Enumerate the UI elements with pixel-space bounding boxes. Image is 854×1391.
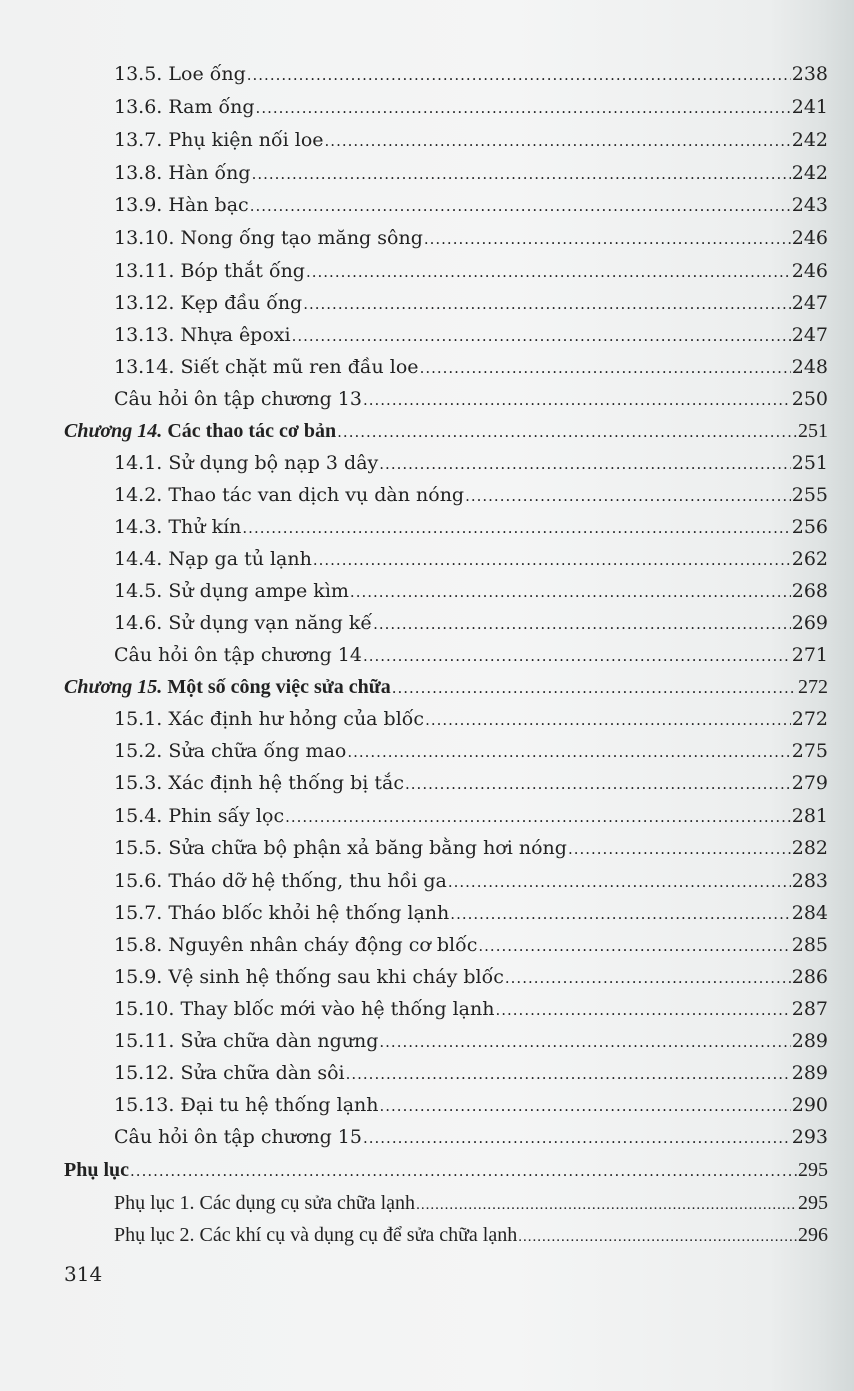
leader-dots	[363, 1125, 791, 1151]
toc-entry-label: 14.3. Thử kín	[114, 516, 242, 538]
toc-entry-page: 243	[791, 194, 828, 216]
leader-dots	[424, 226, 791, 252]
toc-entry	[114, 738, 828, 764]
toc-entry	[114, 450, 828, 476]
leader-dots	[416, 1192, 797, 1218]
toc-entry-label: 15.2. Sửa chữa ống mao	[114, 740, 347, 762]
toc-entry	[114, 642, 828, 668]
chapter-prefix: Chương 14.	[64, 420, 163, 442]
toc-entry-page: 248	[791, 356, 828, 378]
leader-dots	[247, 62, 791, 88]
leader-dots	[285, 804, 791, 830]
toc-entry	[114, 1028, 828, 1054]
toc-entry-page: 250	[791, 388, 828, 410]
leader-dots	[405, 771, 791, 797]
toc-entry-page: 295	[798, 1159, 828, 1181]
toc-entry	[114, 835, 828, 861]
toc-entry-label: 15.10. Thay blốc mới vào hệ thống lạnh	[114, 998, 495, 1020]
toc-entry-label: 15.9. Vệ sinh hệ thống sau khi cháy blốc	[114, 966, 504, 988]
toc-entry	[114, 546, 828, 572]
toc-entry-label: 13.6. Ram ống	[114, 96, 255, 118]
leader-dots	[568, 836, 791, 862]
toc-entry-page: 242	[791, 129, 828, 151]
toc-entry-page: 290	[791, 1094, 828, 1116]
toc-entry-label: Câu hỏi ôn tập chương 13	[114, 388, 362, 410]
toc-entry-page: 283	[791, 870, 828, 892]
leader-dots	[450, 901, 790, 927]
toc-entry-page: 246	[791, 260, 828, 282]
toc-entry-label: 14.4. Nạp ga tủ lạnh	[114, 548, 312, 570]
toc-entry-label: 15.5. Sửa chữa bộ phận xả băng bằng hơi nóng	[114, 837, 567, 859]
toc-entry	[114, 706, 828, 732]
toc-entry	[114, 770, 828, 796]
leader-dots	[292, 323, 791, 349]
toc-entry	[114, 258, 828, 284]
toc-entry-label: Phụ lục	[64, 1159, 130, 1181]
toc-appendix-entry	[114, 1190, 828, 1216]
toc-entry-label: Phụ lục 1. Các dụng cụ sửa chữa lạnh	[114, 1192, 416, 1214]
toc-entry-page: 242	[791, 162, 828, 184]
toc-entry-label: 13.5. Loe ống	[114, 63, 246, 85]
toc-entry-page: 251	[798, 420, 828, 442]
toc-entry	[114, 1124, 828, 1150]
toc-entry	[114, 94, 828, 120]
toc-entry-page: 262	[791, 548, 828, 570]
leader-dots	[252, 161, 791, 187]
toc-entry-label: 13.9. Hàn bạc	[114, 194, 249, 216]
chapter-prefix: Chương 15.	[64, 676, 163, 698]
toc-entry-label: 15.12. Sửa chữa dàn sôi	[114, 1062, 345, 1084]
leader-dots	[392, 675, 797, 701]
toc-entry	[114, 482, 828, 508]
toc-entry-label: 15.11. Sửa chữa dàn ngưng	[114, 1030, 379, 1052]
toc-entry-page: 285	[791, 934, 828, 956]
toc-entry-page: 296	[798, 1224, 828, 1246]
toc-entry-label: 13.11. Bóp thắt ống	[114, 260, 305, 282]
leader-dots	[303, 291, 791, 317]
leader-dots	[420, 355, 791, 381]
toc-entry	[114, 322, 828, 348]
leader-dots	[425, 707, 791, 733]
toc-entry-label: 15.8. Nguyên nhân cháy động cơ blốc	[114, 934, 478, 956]
toc-entry	[114, 803, 828, 829]
toc-entry-label: 14.6. Sử dụng vạn năng kế	[114, 612, 373, 634]
toc-entry	[114, 127, 828, 153]
toc-entry-label: 15.3. Xác định hệ thống bị tắc	[114, 772, 405, 794]
toc-entry-page: 256	[791, 516, 828, 538]
leader-dots	[465, 483, 791, 509]
toc-entry-label: 13.10. Nong ống tạo măng sông	[114, 227, 423, 249]
toc-entry-page: 247	[791, 324, 828, 346]
toc-entry-page: 281	[791, 805, 828, 827]
toc-entry	[114, 61, 828, 87]
leader-dots	[448, 869, 791, 895]
toc-chapter-heading	[64, 418, 828, 444]
toc-entry	[114, 1092, 828, 1118]
toc-entry-label: 13.12. Kẹp đầu ống	[114, 292, 303, 314]
toc-entry-page: 255	[791, 484, 828, 506]
leader-dots	[495, 997, 790, 1023]
leader-dots	[306, 259, 791, 285]
toc-chapter-label	[64, 674, 391, 700]
toc-entry-label: 15.7. Tháo blốc khỏi hệ thống lạnh	[114, 902, 450, 924]
toc-entry	[114, 290, 828, 316]
leader-dots	[325, 128, 791, 154]
toc-entry	[114, 578, 828, 604]
toc-entry-page: 289	[791, 1030, 828, 1052]
toc-entry-page: 271	[791, 644, 828, 666]
toc-entry	[114, 900, 828, 926]
toc-entry	[114, 514, 828, 540]
toc-entry	[114, 192, 828, 218]
leader-dots	[363, 387, 791, 413]
toc-chapter-label	[64, 418, 336, 444]
toc-entry-page: 272	[798, 676, 828, 698]
toc-entry	[114, 225, 828, 251]
toc-entry-label: 15.6. Tháo dỡ hệ thống, thu hồi ga	[114, 870, 447, 892]
leader-dots	[250, 193, 791, 219]
toc-entry-page: 284	[791, 902, 828, 924]
toc-entry	[114, 996, 828, 1022]
toc-entry-label: 13.8. Hàn ống	[114, 162, 251, 184]
leader-dots	[242, 515, 790, 541]
toc-entry-page: 293	[791, 1126, 828, 1148]
leader-dots	[346, 1061, 791, 1087]
toc-entry-label: 14.1. Sử dụng bộ nạp 3 dây	[114, 452, 379, 474]
toc-entry	[114, 964, 828, 990]
toc-entry-page: 282	[791, 837, 828, 859]
toc-entry-label: 15.1. Xác định hư hỏng của blốc	[114, 708, 425, 730]
leader-dots	[130, 1158, 797, 1184]
toc-entry-page: 295	[798, 1192, 828, 1214]
toc-appendix-entry	[114, 1222, 828, 1248]
toc-entry-label: Câu hỏi ôn tập chương 14	[114, 644, 362, 666]
toc-entry-label: 13.14. Siết chặt mũ ren đầu loe	[114, 356, 419, 378]
toc-entry-label: 15.4. Phin sấy lọc	[114, 805, 285, 827]
leader-dots	[347, 739, 790, 765]
chapter-title: Các thao tác cơ bản	[167, 420, 337, 442]
toc-entry	[114, 932, 828, 958]
toc-entry-page: 241	[791, 96, 828, 118]
toc-entry-page: 247	[791, 292, 828, 314]
leader-dots	[379, 451, 790, 477]
toc-entry	[114, 354, 828, 380]
toc-entry-label: 13.7. Phụ kiện nối loe	[114, 129, 324, 151]
leader-dots	[373, 611, 791, 637]
toc-entry-page: 246	[791, 227, 828, 249]
toc-appendix-heading	[64, 1157, 828, 1183]
leader-dots	[313, 547, 791, 573]
leader-dots	[379, 1029, 790, 1055]
toc-entry-page: 287	[791, 998, 828, 1020]
toc-entry-page: 238	[791, 63, 828, 85]
leader-dots	[256, 95, 791, 121]
toc-entry-page: 269	[791, 612, 828, 634]
toc-entry	[114, 386, 828, 412]
toc-chapter-heading	[64, 674, 828, 700]
toc-entry	[114, 160, 828, 186]
leader-dots	[505, 965, 791, 991]
toc-entry-label: 15.13. Đại tu hệ thống lạnh	[114, 1094, 379, 1116]
leader-dots	[337, 419, 797, 445]
toc-entry-page: 268	[791, 580, 828, 602]
toc-entry-page: 289	[791, 1062, 828, 1084]
toc-entry-label: 13.13. Nhựa êpoxi	[114, 324, 291, 346]
toc-entry-page: 286	[791, 966, 828, 988]
toc-entry	[114, 1060, 828, 1086]
leader-dots	[350, 579, 791, 605]
toc-entry-label: 14.2. Thao tác van dịch vụ dàn nóng	[114, 484, 465, 506]
toc-entry-label: Câu hỏi ôn tập chương 15	[114, 1126, 362, 1148]
toc-entry-page: 275	[791, 740, 828, 762]
page-number: 314	[64, 1262, 103, 1286]
toc-entry-page: 272	[791, 708, 828, 730]
toc-entry-label: 14.5. Sử dụng ampe kìm	[114, 580, 349, 602]
toc-entry	[114, 868, 828, 894]
leader-dots	[363, 643, 791, 669]
leader-dots	[380, 1093, 791, 1119]
leader-dots	[478, 933, 790, 959]
toc-entry-page: 251	[791, 452, 828, 474]
toc-entry-page: 279	[791, 772, 828, 794]
toc-entry-label: Phụ lục 2. Các khí cụ và dụng cụ để sửa chữa lạnh	[114, 1224, 518, 1246]
toc-entry	[114, 610, 828, 636]
chapter-title: Một số công việc sửa chữa	[167, 676, 391, 698]
leader-dots	[518, 1224, 797, 1250]
